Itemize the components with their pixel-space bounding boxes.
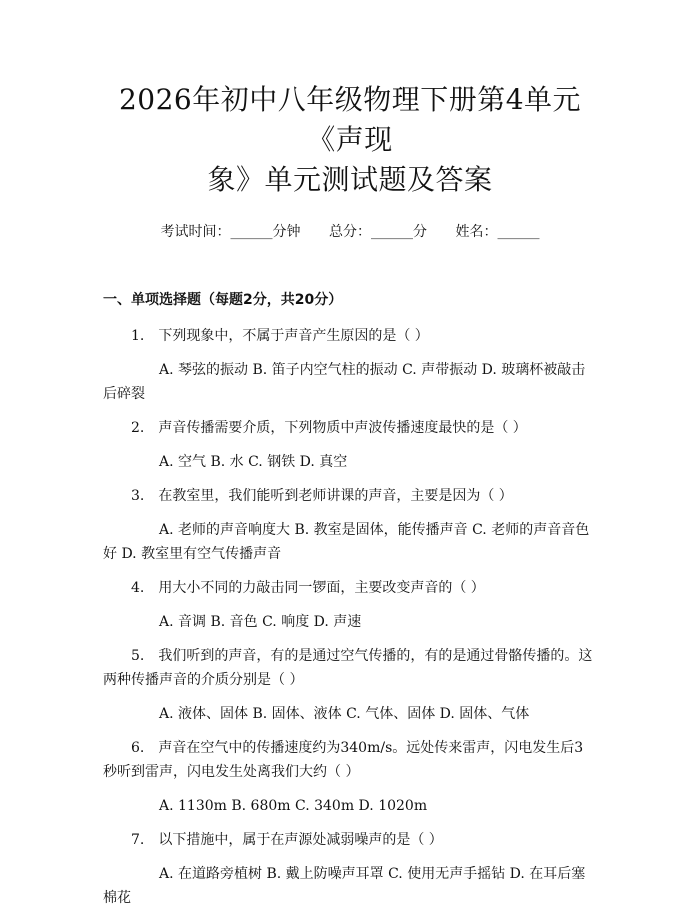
question-stem-3: 3. 在教室里，我们能听到老师讲课的声音，主要是因为（ ）	[131, 488, 513, 504]
document-title	[103, 0, 597, 200]
title-line-1: 2026年初中八年级物理下册第4单元《声现	[118, 83, 582, 156]
section-title: 一、单项选择题（每题2分，共20分）	[103, 292, 343, 308]
question-options-5: A. 液体、固体 B. 固体、液体 C. 气体、固体 D. 固体、气体	[159, 706, 530, 722]
question-options-3: A. 老师的声音响度大 B. 教室是固体，能传播声音 C. 老师的声音音色好 D. 教室里有空气传播声音	[103, 522, 590, 562]
question-stem-4: 4. 用大小不同的力敲击同一锣面，主要改变声音的（ ）	[131, 580, 485, 596]
title-line-2: 象》单元测试题及答案	[207, 163, 493, 196]
question-stem-1: 1. 下列现象中，不属于声音产生原因的是（ ）	[131, 328, 429, 344]
exam-score: 总分：______分	[329, 224, 427, 240]
student-name: 姓名：______	[455, 224, 540, 240]
question-options-2: A. 空气 B. 水 C. 钢铁 D. 真空	[159, 454, 348, 470]
question-stem-2: 2. 声音传播需要介质，下列物质中声波传播速度最快的是（ ）	[131, 420, 527, 436]
question-options-4: A. 音调 B. 音色 C. 响度 D. 声速	[159, 614, 362, 630]
question-stem-5: 5. 我们听到的声音，有的是通过空气传播的，有的是通过骨骼传播的。这两种传播声音的介质分别是（ ）	[103, 648, 593, 688]
question-stem-7: 7. 以下措施中，属于在声源处减弱噪声的是（ ）	[131, 832, 443, 848]
question-options-6: A. 1130m B. 680m C. 340m D. 1020m	[159, 798, 428, 814]
question-options-1: A. 琴弦的振动 B. 笛子内空气柱的振动 C. 声带振动 D. 玻璃杯被敲击后碎裂	[103, 362, 586, 402]
question-options-7: A. 在道路旁植树 B. 戴上防噪声耳罩 C. 使用无声手摇钻 D. 在耳后塞棉花	[103, 866, 586, 906]
exam-time: 考试时间：______分钟	[160, 224, 301, 240]
question-stem-6: 6. 声音在空气中的传播速度约为340m/s。远处传来雷声，闪电发生后3秒听到雷声，闪电发生处离我们大约（ ）	[103, 740, 584, 780]
question-list	[103, 324, 597, 910]
exam-meta	[103, 222, 597, 242]
